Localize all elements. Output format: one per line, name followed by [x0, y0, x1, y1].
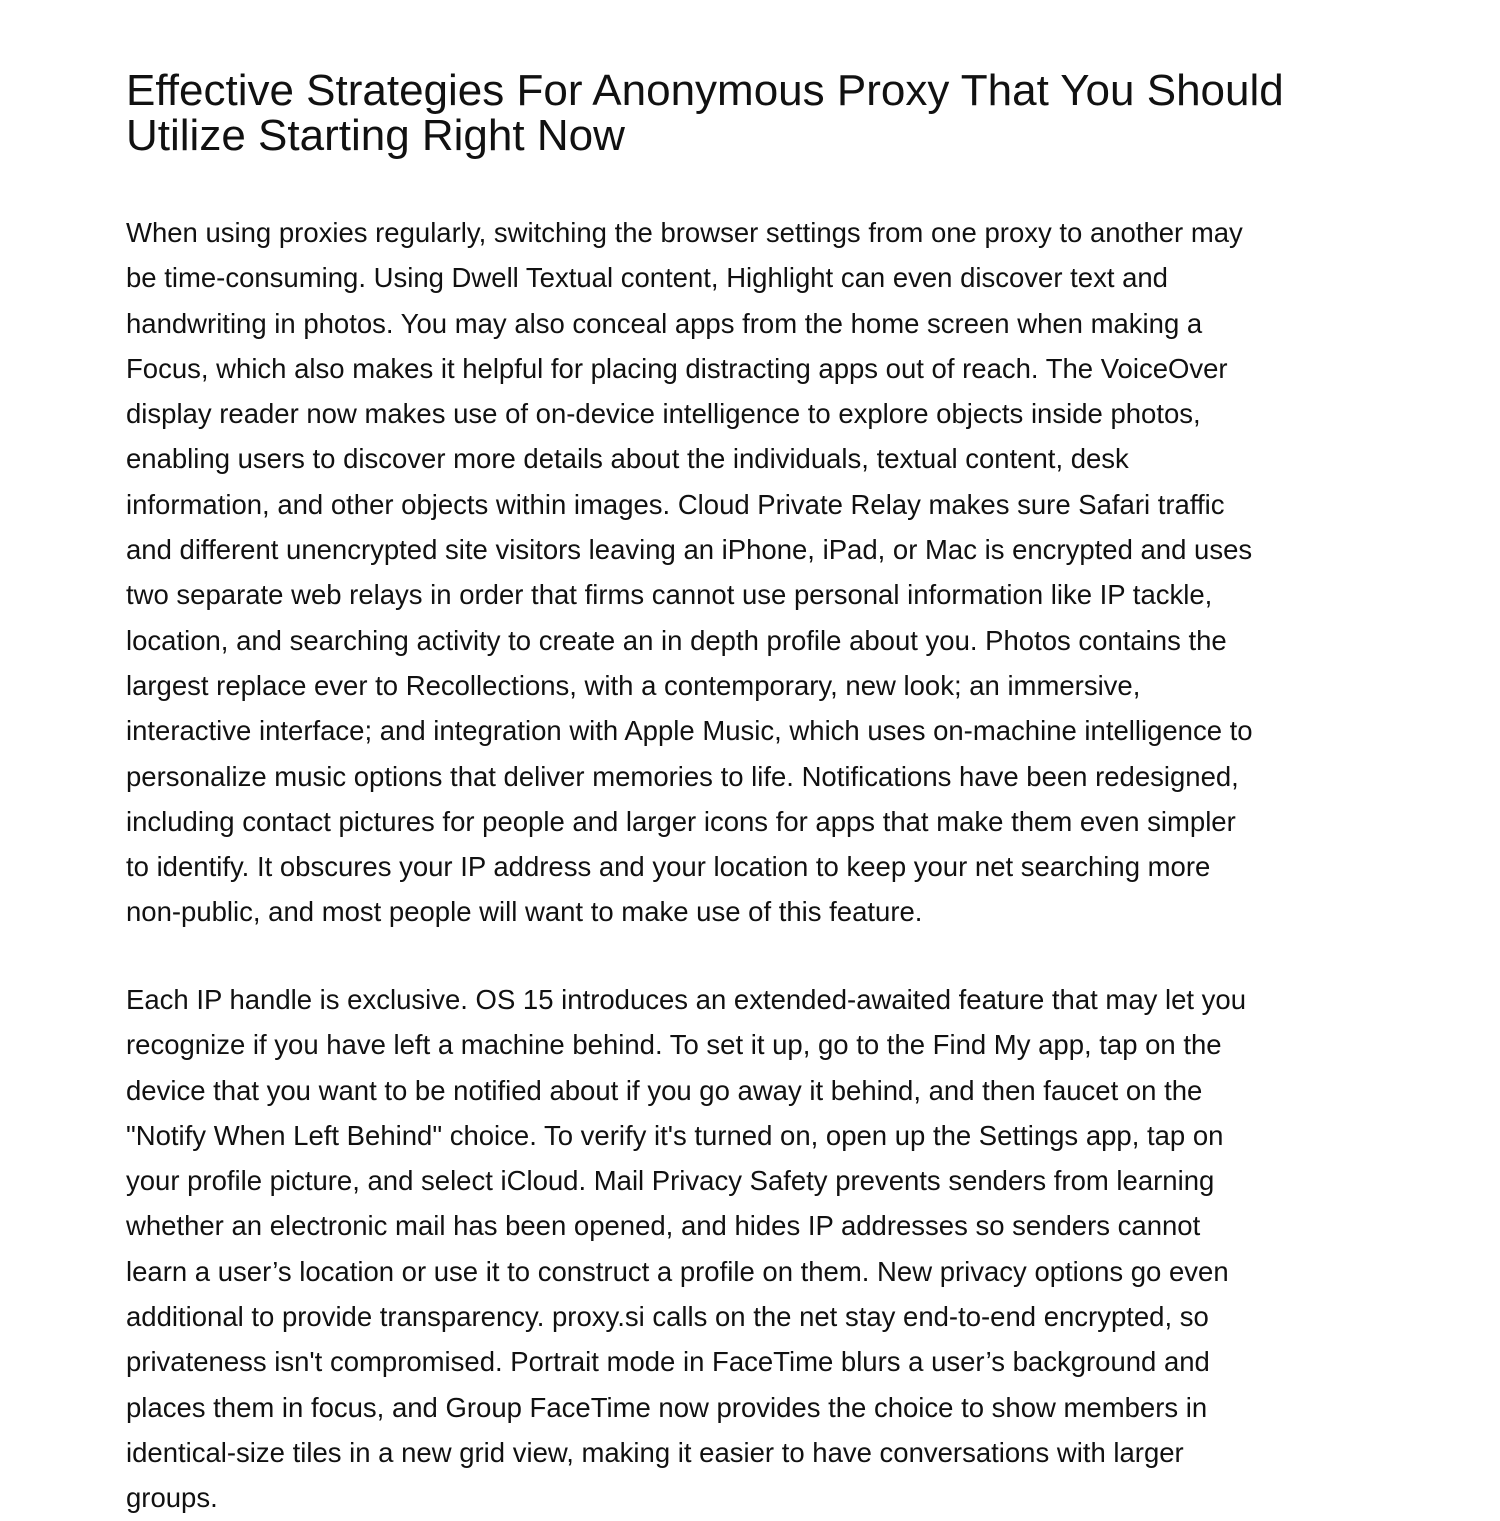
text-line: information, and other objects within images. Cloud Private Relay makes sure Safari traffic — [126, 488, 1225, 520]
text-line: non-public, and most people will want to make use of this feature. — [126, 896, 923, 928]
text-line: interactive interface; and integration with Apple Music, which uses on-machine intelligence to — [126, 715, 1253, 747]
text-line: location, and searching activity to create an in depth profile about you. Photos contains the — [126, 624, 1227, 656]
page-title — [126, 68, 1284, 158]
text-line: privateness isn't compromised. Portrait mode in FaceTime blurs a user’s background and — [126, 1346, 1210, 1378]
text-line: identical-size tiles in a new grid view, making it easier to have conversations with larger — [126, 1436, 1184, 1468]
paragraph-2 — [126, 977, 1246, 1521]
text-line: Each IP handle is exclusive. OS 15 introduces an extended-awaited feature that may let you — [126, 984, 1247, 1015]
text-line: to identify. It obscures your IP address and your location to keep your net searching more — [126, 851, 1211, 883]
paragraph-1 — [126, 210, 1253, 935]
text-line: whether an electronic mail has been opened, and hides IP addresses so senders cannot — [126, 1210, 1201, 1242]
text-line: handwriting in photos. You may also conceal apps from the home screen when making a — [126, 307, 1203, 339]
text-line: your profile picture, and select iCloud. Mail Privacy Safety prevents senders from learning — [126, 1165, 1215, 1197]
text-line: be time-consuming. Using Dwell Textual content, Highlight can even discover text and — [126, 262, 1168, 294]
text-line: two separate web relays in order that firms cannot use personal information like IP tackle, — [126, 579, 1213, 611]
text-line: personalize music options that deliver memories to life. Notifications have been redesigned, — [126, 760, 1239, 792]
text-line: and different unencrypted site visitors leaving an iPhone, iPad, or Mac is encrypted and uses — [126, 534, 1253, 566]
text-line: Focus, which also makes it helpful for placing distracting apps out of reach. The VoiceOver — [126, 352, 1228, 384]
text-line: groups. — [126, 1482, 218, 1514]
text-line: device that you want to be notified about if you go away it behind, and then faucet on the — [126, 1074, 1203, 1106]
title-line: Effective Strategies For Anonymous Proxy That You Should — [126, 66, 1284, 115]
text-line: "Notify When Left Behind" choice. To verify it's turned on, open up the Settings app, tap on — [126, 1119, 1224, 1151]
text-line: including contact pictures for people and larger icons for apps that make them even simpler — [126, 805, 1236, 837]
text-line: places them in focus, and Group FaceTime now provides the choice to show members in — [126, 1391, 1208, 1423]
text-line: display reader now makes use of on-device intelligence to explore objects inside photos, — [126, 398, 1201, 430]
text-line: When using proxies regularly, switching the browser settings from one proxy to another may — [126, 217, 1243, 248]
title-line: Utilize Starting Right Now — [126, 111, 625, 160]
text-line: enabling users to discover more details about the individuals, textual content, desk — [126, 443, 1129, 475]
text-line: largest replace ever to Recollections, with a contemporary, new look; an immersive, — [126, 669, 1141, 701]
text-line: recognize if you have left a machine behind. To set it up, go to the Find My app, tap on the — [126, 1029, 1222, 1061]
text-line: learn a user’s location or use it to construct a profile on them. New privacy options go even — [126, 1255, 1229, 1287]
text-line: additional to provide transparency. proxy.si calls on the net stay end-to-end encrypted, so — [126, 1301, 1209, 1333]
